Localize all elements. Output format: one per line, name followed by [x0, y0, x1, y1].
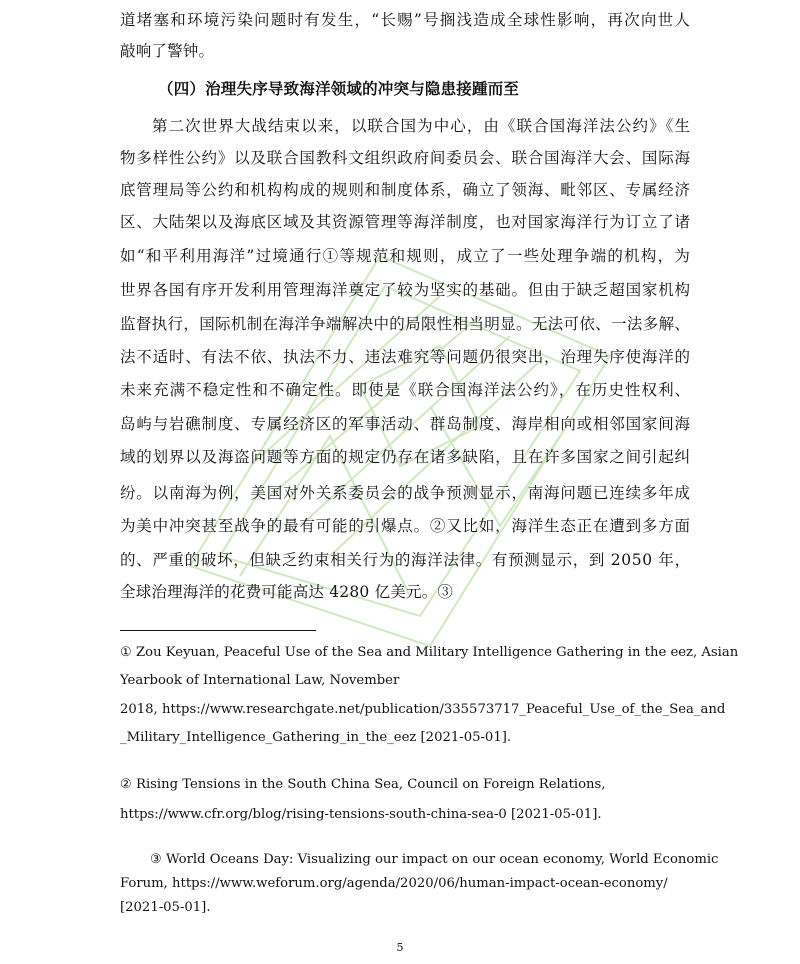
body-line-12: 岛屿与岩礁制度、专属经济区的军事活动、群岛制度、海岸相向或相邻国家间海	[120, 415, 691, 433]
footnote-2-line-1: ② Rising Tensions in the South China Sea, Council on Foreign Relations,	[120, 777, 606, 792]
body-line-1: 道堵塞和环境污染问题时有发生，“长赐”号搁浅造成全球性影响，再次向世人	[120, 11, 692, 29]
footnote-3-line-3: [2021-05-01].	[120, 900, 211, 915]
body-line-16: 的、严重的破坏，但缺乏约束相关行为的海洋法律。有预测显示，到 2050 年，	[120, 551, 691, 569]
body-line-6: 区、大陆架以及海底区域及其资源管理等海洋制度，也对国家海洋行为订立了诸	[120, 213, 691, 231]
footnote-1-line-4: _Military_Intelligence_Gathering_in_the_eez [2021-05-01].	[120, 730, 512, 745]
body-line-15: 为美中冲突甚至战争的最有可能的引爆点。②又比如，海洋生态正在遭到多方面	[120, 517, 691, 535]
body-line-4: 物多样性公约》以及联合国教科文组织政府间委员会、联合国海洋大会、国际海	[120, 149, 691, 167]
body-line-14: 纷。以南海为例，美国对外关系委员会的战争预测显示，南海问题已连续多年成	[120, 484, 691, 502]
body-line-10: 法不适时、有法不依、执法不力、违法难究等问题仍很突出，治理失序使海洋的	[120, 348, 691, 366]
footnote-2-line-2: https://www.cfr.org/blog/rising-tensions-south-china-sea-0 [2021-05-01].	[120, 807, 602, 822]
body-line-7: 如“和平利用海洋”过境通行①等规范和规则，成立了一些处理争端的机构，为	[120, 247, 692, 265]
footnote-1-line-1: ① Zou Keyuan, Peaceful Use of the Sea and Military Intelligence Gathering in the eez, Asian	[120, 645, 739, 660]
body-line-11: 未来充满不稳定性和不确定性。即使是《联合国海洋法公约》，在历史性权利、	[120, 381, 692, 399]
body-line-5: 底管理局等公约和机构构成的规则和制度体系，确立了领海、毗邻区、专属经济	[120, 181, 691, 199]
footnote-separator	[120, 630, 316, 631]
body-line-17: 全球治理海洋的花费可能高达 4280 亿美元。③	[120, 583, 454, 601]
body-line-3: 第二次世界大战结束以来，以联合国为中心，由《联合国海洋法公约》《生	[152, 117, 692, 135]
footnote-1-line-2: Yearbook of International Law, November	[120, 673, 400, 688]
footnote-3-line-2: Forum, https://www.weforum.org/agenda/2020/06/human-impact-ocean-economy/	[120, 876, 668, 891]
footnote-3-line-1: ③ World Oceans Day: Visualizing our impact on our ocean economy, World Economic	[150, 852, 719, 867]
body-line-9: 监督执行，国际机制在海洋争端解决中的局限性相当明显。无法可依、一法多解、	[120, 315, 691, 333]
page-number: 5	[396, 941, 404, 954]
body-line-2: 敲响了警钟。	[120, 42, 215, 60]
body-line-13: 域的划界以及海盗问题等方面的规定仍存在诸多缺陷，且在许多国家之间引起纠	[120, 448, 691, 466]
body-line-8: 世界各国有序开发利用管理海洋奠定了较为坚实的基础。但由于缺乏超国家机构	[120, 281, 691, 299]
section-heading: （四）治理失序导致海洋领域的冲突与隐患接踵而至	[158, 79, 520, 98]
footnote-1-line-3: 2018, https://www.researchgate.net/publication/335573717_Peaceful_Use_of_the_Sea_and	[120, 702, 726, 717]
